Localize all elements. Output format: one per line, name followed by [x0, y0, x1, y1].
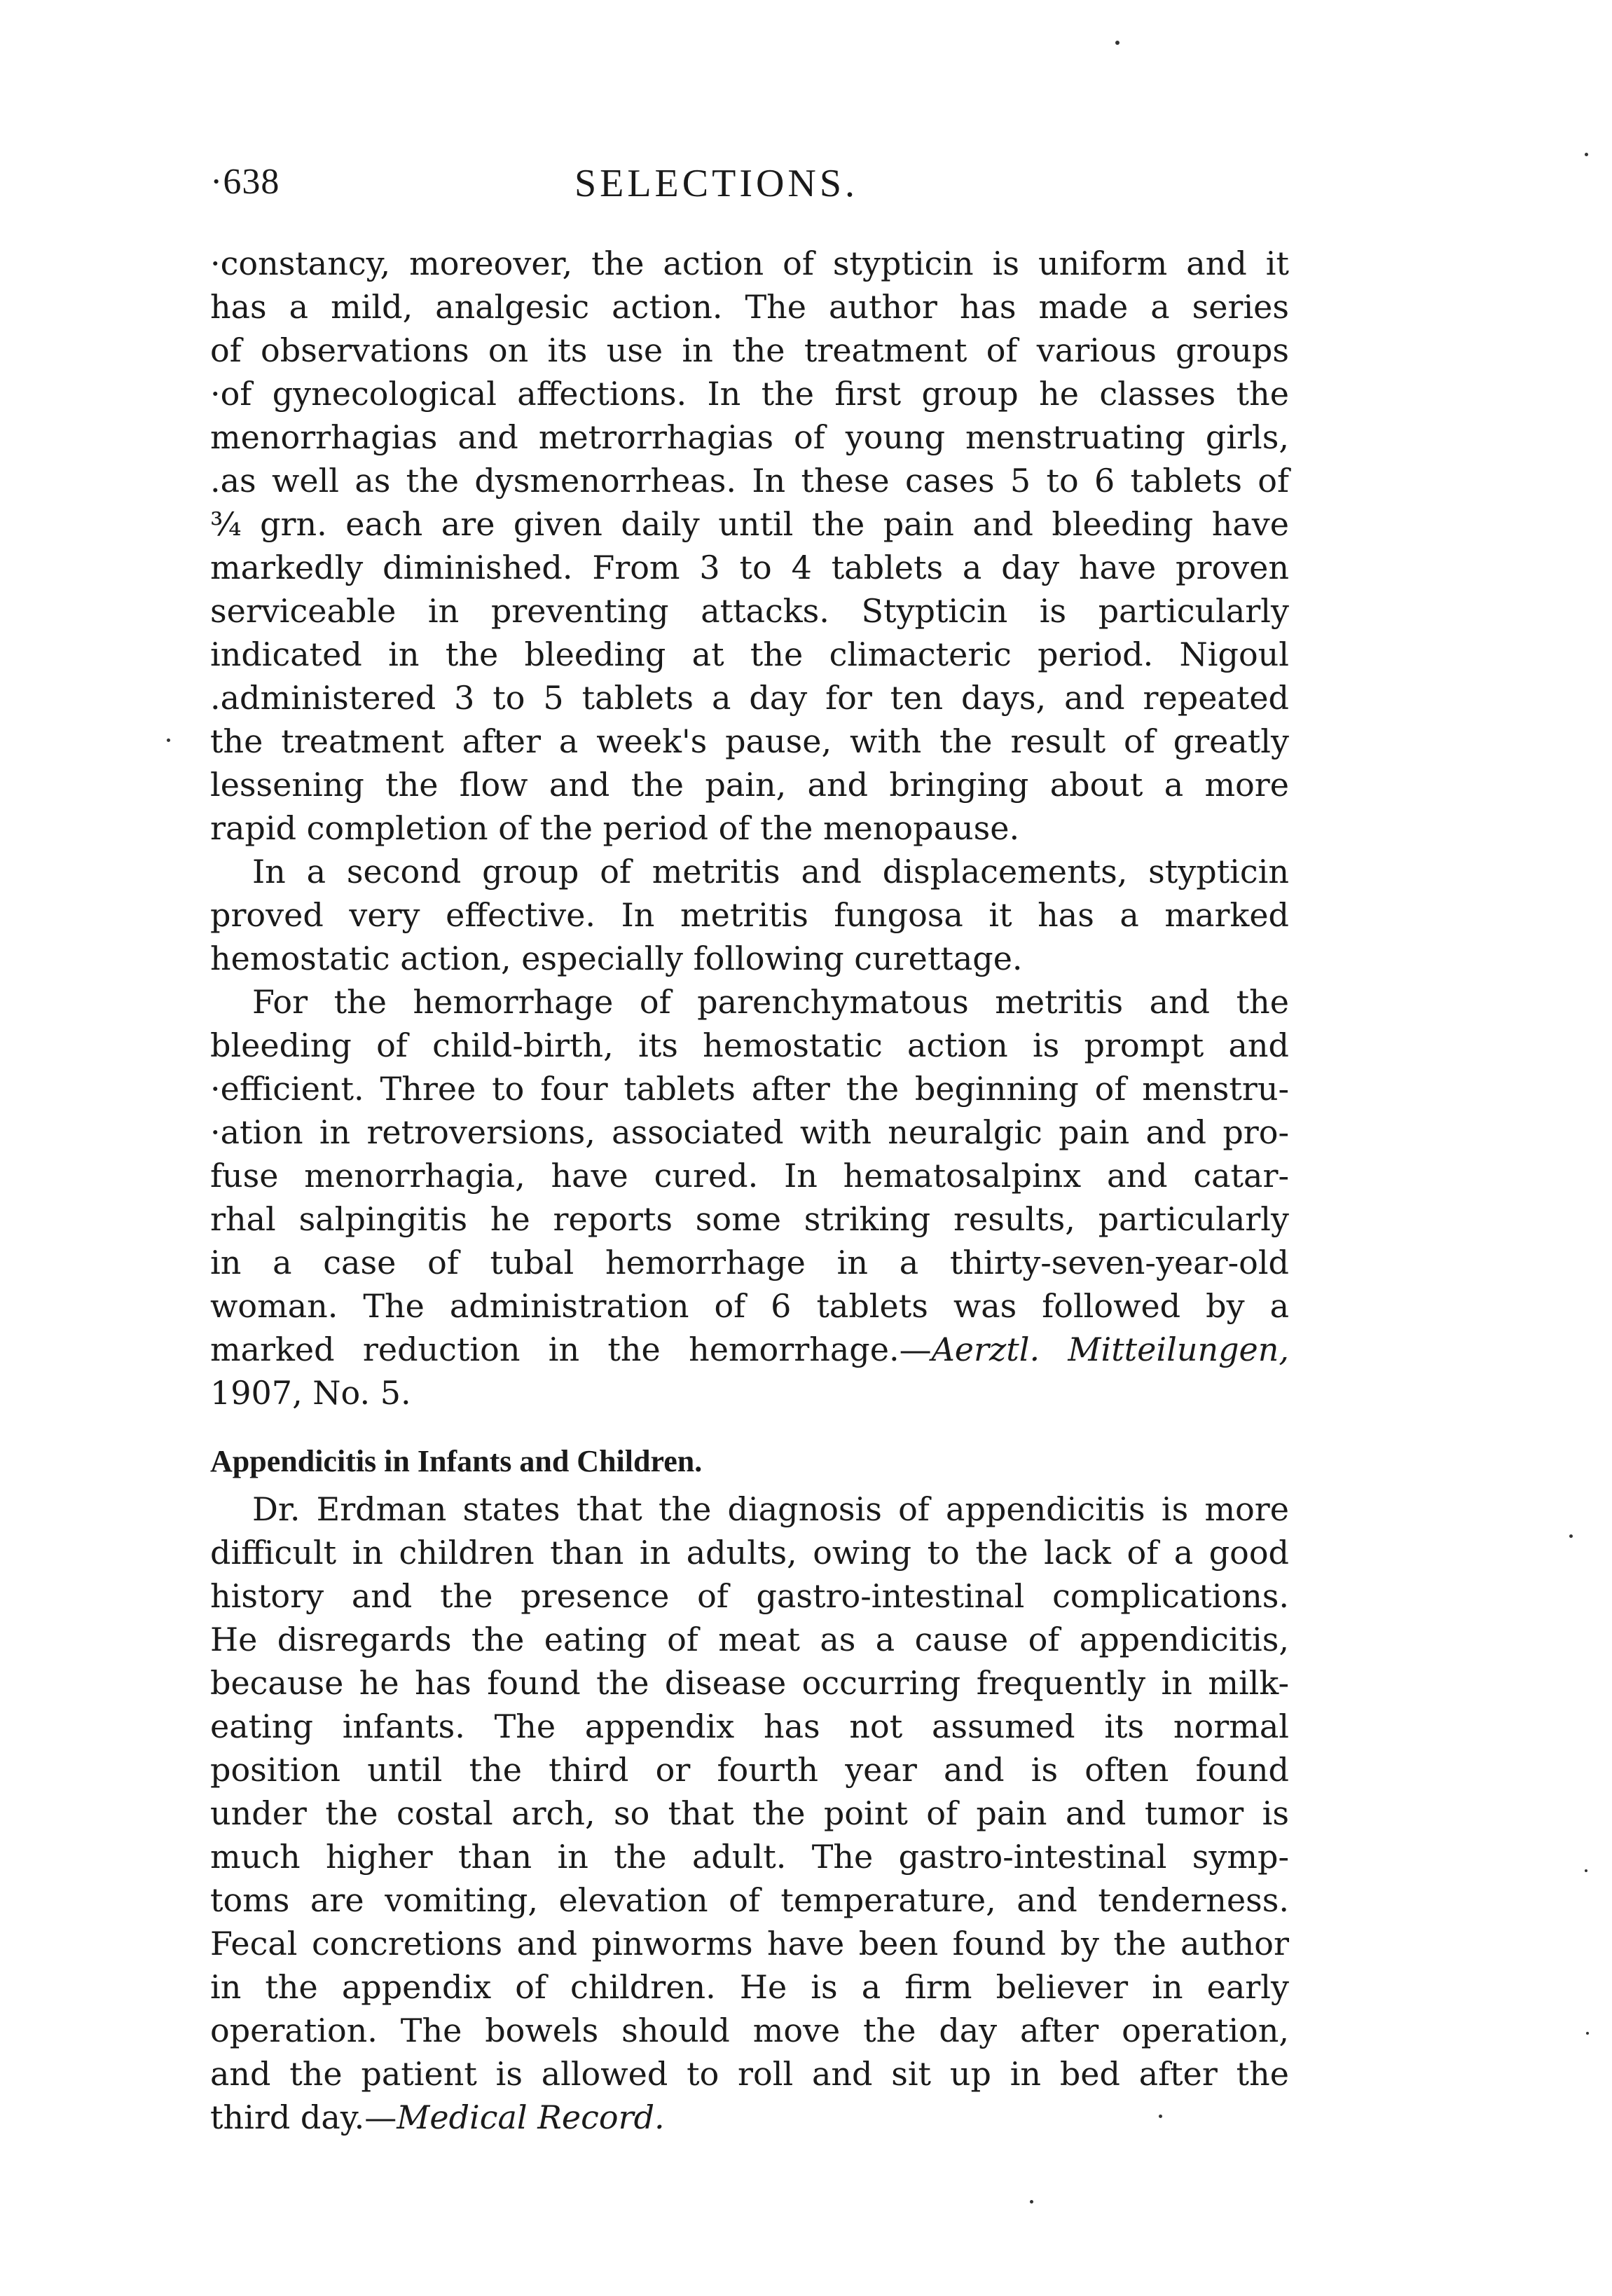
text-line-with-citation: [210, 1328, 1289, 1371]
text-line: lessening the flow and the pain, and bringing about a more: [210, 766, 1289, 804]
text-line: fuse menorrhagia, have cured. In hematosalpinx and catar-: [210, 1157, 1289, 1195]
text-line: markedly diminished. From 3 to 4 tablets a day have proven: [210, 549, 1289, 586]
text-line: .administered 3 to 5 tablets a day for ten days, and repeated: [210, 679, 1289, 717]
text-line: because he has found the disease occurring frequently in milk-: [210, 1664, 1289, 1702]
text-line: of observations on its use in the treatment of various groups: [210, 331, 1289, 369]
text-line: toms are vomiting, elevation of temperature, and tenderness.: [210, 1881, 1289, 1919]
text-line: ¾ grn. each are given daily until the pain and bleeding have: [210, 505, 1289, 543]
running-head: SELECTIONS.: [574, 162, 858, 205]
text-line: indicated in the bleeding at the climacteric period. Nigoul: [210, 635, 1289, 673]
text-line: Dr. Erdman states that the diagnosis of appendicitis is more: [252, 1490, 1289, 1528]
page-header: [210, 161, 1289, 217]
text-line: eating infants. The appendix has not assumed its normal: [210, 1707, 1289, 1745]
paragraph: [210, 850, 1289, 980]
scan-speck: [167, 738, 170, 742]
text-fragment: marked reduction in the hemorrhage.—: [210, 1331, 932, 1368]
section-heading: Appendicitis in Infants and Children.: [210, 1444, 703, 1478]
scan-speck: [1115, 41, 1120, 45]
paragraph: [210, 980, 1289, 1415]
citation: Medical Record.: [397, 2098, 665, 2136]
page-number: ·638: [210, 162, 280, 202]
text-line: rapid completion of the period of the menopause.: [210, 809, 1020, 847]
citation: Aerztl. Mitteilungen,: [931, 1331, 1289, 1368]
text-line: ·ation in retroversions, associated with neuralgic pain and pro-: [210, 1113, 1289, 1151]
text-line: menorrhagias and metrorrhagias of young menstruating girls,: [210, 418, 1289, 456]
scan-speck: [1569, 1534, 1573, 1538]
text-line: .as well as the dysmenorrheas. In these cases 5 to 6 tablets of: [210, 462, 1289, 500]
scan-speck: [1586, 2032, 1589, 2035]
body-text: [210, 242, 1289, 2139]
text-line: woman. The administration of 6 tablets was followed by a: [210, 1287, 1289, 1325]
text-line-with-citation: [210, 2096, 1289, 2139]
text-line: In a second group of metritis and displacements, stypticin: [252, 853, 1289, 891]
text-line: position until the third or fourth year and is often found: [210, 1751, 1289, 1789]
text-line: operation. The bowels should move the day after operation,: [210, 2012, 1289, 2049]
text-line: much higher than in the adult. The gastro-intestinal symp-: [210, 1838, 1289, 1876]
text-line: 1907, No. 5.: [210, 1374, 411, 1412]
scan-speck: [1585, 1869, 1587, 1872]
text-line: ·of gynecological affections. In the first group he classes the: [210, 375, 1289, 413]
text-line: ·efficient. Three to four tablets after the beginning of menstru-: [210, 1070, 1289, 1108]
text-line: under the costal arch, so that the point of pain and tumor is: [210, 1794, 1289, 1832]
scan-speck: [1585, 153, 1588, 156]
text-line: He disregards the eating of meat as a cause of appendicitis,: [210, 1621, 1289, 1658]
text-line: serviceable in preventing attacks. Stypticin is particularly: [210, 592, 1289, 630]
text-line: and the patient is allowed to roll and sit up in bed after the: [210, 2055, 1289, 2093]
text-line: ·constancy, moreover, the action of stypticin is uniform and it: [210, 245, 1289, 282]
text-line: rhal salpingitis he reports some striking results, particularly: [210, 1200, 1289, 1238]
text-line: in the appendix of children. He is a firm believer in early: [210, 1968, 1289, 2006]
paragraph: [210, 242, 1289, 850]
text-line: difficult in children than in adults, owing to the lack of a good: [210, 1534, 1289, 1572]
text-line: the treatment after a week's pause, with the result of greatly: [210, 722, 1289, 760]
text-line: bleeding of child-birth, its hemostatic action is prompt and: [210, 1026, 1289, 1064]
text-line: For the hemorrhage of parenchymatous metritis and the: [252, 983, 1289, 1021]
text-line: in a case of tubal hemorrhage in a thirty-seven-year-old: [210, 1244, 1289, 1281]
text-line: history and the presence of gastro-intestinal complications.: [210, 1577, 1289, 1615]
paragraph: [210, 1487, 1289, 2139]
text-line: has a mild, analgesic action. The author has made a series: [210, 288, 1289, 326]
text-line: Fecal concretions and pinworms have been found by the author: [210, 1925, 1289, 1962]
scan-speck: [1030, 2200, 1033, 2204]
text-line: proved very effective. In metritis fungosa it has a marked: [210, 896, 1289, 934]
text-fragment: third day.—: [210, 2098, 397, 2136]
scan-speck: [1159, 2115, 1162, 2118]
text-line: hemostatic action, especially following curettage.: [210, 940, 1023, 977]
